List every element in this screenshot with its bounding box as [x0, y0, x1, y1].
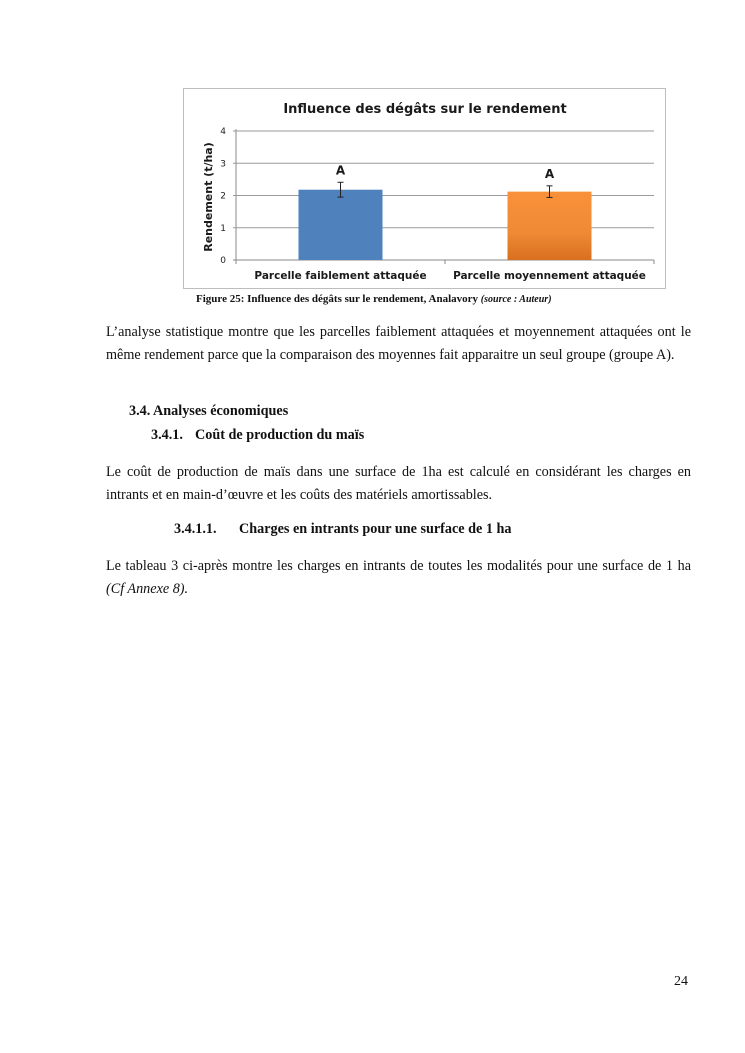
y-tick-label: 4 — [220, 127, 226, 137]
heading-input-charges-number: 3.4.1.1. — [174, 521, 217, 537]
chart-category-labels — [254, 270, 646, 282]
y-tick-label: 1 — [220, 223, 226, 234]
category-label: Parcelle faiblement attaquée — [254, 270, 427, 282]
figure-caption-source: (source : Auteur) — [480, 294, 552, 305]
annex-reference: (Cf Annexe 8). — [106, 580, 189, 597]
figure-caption — [196, 293, 552, 305]
yield-chart — [183, 88, 666, 289]
bar-2 — [508, 192, 592, 260]
figure-caption-text: Figure 25: Influence des dégâts sur le rendement, Analavory — [196, 293, 479, 305]
paragraph-table-intro — [106, 555, 691, 600]
group-label: A — [335, 163, 346, 178]
group-label: A — [544, 166, 555, 181]
heading-production-cost — [151, 427, 364, 444]
paragraph-production-cost: Le coût de production de maïs dans une surface de 1ha est calculé en considérant les charges en intrants et en main-d’œuvre et les coûts des matériels amortissables. — [106, 464, 691, 503]
heading-input-charges — [174, 521, 511, 538]
page-number: 24 — [674, 974, 688, 989]
heading-economic-analyses: 3.4. Analyses économiques — [129, 403, 289, 419]
heading-input-charges-text: Charges en intrants pour une surface de 1 ha — [239, 521, 512, 537]
bar-1 — [299, 190, 383, 260]
paragraph-table-intro-text: Le tableau 3 ci-après montre les charges en intrants de toutes les modalités pour une surface de 1 ha — [106, 558, 691, 574]
chart-bars — [299, 163, 592, 260]
paragraph-analysis: L’analyse statistique montre que les parcelles faiblement attaquées et moyennement attaquées ont le même rendement parce que la comparaison des moyennes fait apparaitre un seul groupe (groupe A). — [106, 324, 691, 363]
y-tick-label: 3 — [220, 159, 226, 170]
category-label: Parcelle moyennement attaquée — [453, 270, 646, 282]
y-axis-label: Rendement (t/ha) — [202, 142, 215, 252]
y-tick-label: 0 — [220, 256, 226, 266]
heading-production-cost-text: Coût de production du maïs — [195, 427, 365, 443]
chart-svg — [184, 89, 665, 288]
heading-production-cost-number: 3.4.1. — [151, 427, 183, 443]
chart-title: Influence des dégâts sur le rendement — [283, 102, 567, 117]
y-tick-label: 2 — [220, 191, 226, 202]
